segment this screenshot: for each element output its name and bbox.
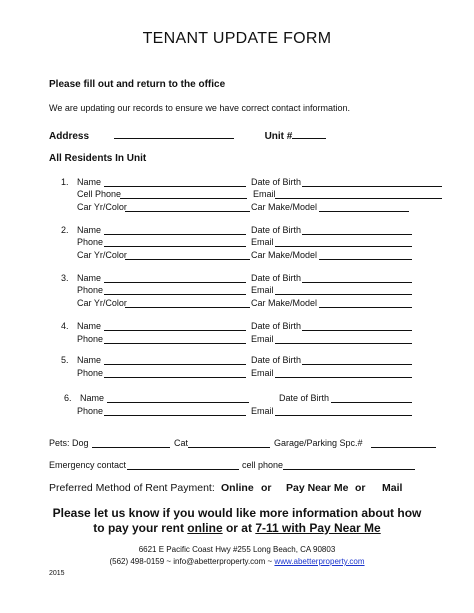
car-label: Car Yr/Color [77,298,127,308]
footer-address: 6621 E Pacific Coast Hwy #255 Long Beach, CA 90803 [138,545,336,554]
phone-label: Phone [77,406,104,416]
pets-dog-label: Pets: Dog [49,438,89,448]
cta-online-link[interactable]: online [187,521,223,535]
dob-label: Date of Birth [251,225,302,235]
name-field[interactable] [104,321,246,331]
resident-2-phone-row [61,237,451,249]
emergency-cell-label: cell phone [242,460,284,470]
address-label: Address [49,131,90,142]
email-field[interactable] [275,189,442,199]
resident-5-phone-row [61,368,451,380]
dob-label: Date of Birth [251,355,302,365]
car-make-label: Car Make/Model [251,250,318,260]
footer-contact-text: (562) 498-0159 ~ info@abetterproperty.com ~ [109,557,275,566]
garage-field[interactable] [371,438,436,448]
car-field[interactable] [125,298,250,308]
year-label: 2015 [49,570,65,577]
resident-5-name-row [61,355,451,367]
instruction-heading: Please fill out and return to the office [49,79,226,90]
footer-contact [0,557,474,566]
phone-label: Phone [77,237,104,247]
car-make-field[interactable] [319,202,409,212]
car-label: Car Yr/Color [77,250,127,260]
name-label: Name [77,177,102,187]
website-link[interactable]: www.abetterproperty.com [274,557,365,566]
resident-6-phone-row [61,406,451,418]
dob-field[interactable] [302,273,412,283]
page-title: TENANT UPDATE FORM [142,30,332,47]
email-field[interactable] [275,334,412,344]
car-label: Car Yr/Color [77,202,127,212]
resident-1-phone-row [61,189,451,201]
emergency-contact-field[interactable] [127,460,239,470]
dob-field[interactable] [302,321,412,331]
dob-label: Date of Birth [251,177,302,187]
resident-3-phone-row [61,285,451,297]
dob-label: Date of Birth [279,393,330,403]
phone-field[interactable] [104,285,246,295]
address-row [49,129,326,142]
pets-cat-label: Cat [174,438,189,448]
emergency-cell-field[interactable] [283,460,415,470]
phone-field[interactable] [104,334,246,344]
resident-2-name-row [61,225,451,237]
email-label: Email [253,189,276,199]
resident-3-car-row [61,298,451,310]
residents-heading: All Residents In Unit [49,153,147,164]
name-field[interactable] [107,393,249,403]
resident-number: 1. [61,177,69,187]
phone-label: Cell Phone [77,189,122,199]
email-label: Email [251,285,274,295]
emergency-contact-label: Emergency contact [49,460,127,470]
phone-field[interactable] [120,189,247,199]
name-label: Name [77,355,102,365]
phone-field[interactable] [104,368,246,378]
cta-line-1: Please let us know if you would like more information about how [52,506,422,520]
name-field[interactable] [104,225,246,235]
phone-label: Phone [77,368,104,378]
dob-field[interactable] [302,355,412,365]
name-label: Name [77,273,102,283]
email-label: Email [251,237,274,247]
resident-number: 3. [61,273,69,283]
resident-4-name-row [61,321,451,333]
dob-field[interactable] [302,177,442,187]
email-field[interactable] [275,368,412,378]
resident-number: 2. [61,225,69,235]
cta-text: or at [222,521,256,535]
intro-text: We are updating our records to ensure we have correct contact information. [49,103,350,113]
pets-row [49,438,449,450]
email-field[interactable] [275,406,412,416]
garage-label: Garage/Parking Spc.# [274,438,363,448]
phone-field[interactable] [104,237,246,247]
unit-label: Unit # [264,131,293,142]
unit-field[interactable] [292,129,326,139]
payment-row [49,482,449,496]
car-make-label: Car Make/Model [251,202,318,212]
resident-4-phone-row [61,334,451,346]
resident-number: 4. [61,321,69,331]
pets-cat-field[interactable] [188,438,270,448]
resident-1-car-row [61,202,451,214]
name-field[interactable] [104,177,246,187]
cta-paynearme-link[interactable]: 7-11 with Pay Near Me [255,521,381,535]
email-field[interactable] [275,285,412,295]
payment-online-option[interactable]: Online [221,482,254,494]
dob-label: Date of Birth [251,273,302,283]
car-field[interactable] [125,202,250,212]
email-field[interactable] [275,237,412,247]
phone-label: Phone [77,285,104,295]
resident-2-car-row [61,250,451,262]
name-label: Name [77,321,102,331]
dob-field[interactable] [302,225,412,235]
name-field[interactable] [104,355,246,365]
name-label: Name [80,393,105,403]
payment-mail-option[interactable]: Mail [382,482,403,494]
cta-line-2 [0,521,474,535]
name-field[interactable] [104,273,246,283]
car-make-field[interactable] [319,298,412,308]
pets-dog-field[interactable] [92,438,170,448]
payment-or-text: or [355,482,366,494]
car-field[interactable] [125,250,250,260]
cta-text: to pay your rent [93,521,188,535]
address-field[interactable] [114,129,234,139]
dob-label: Date of Birth [251,321,302,331]
email-label: Email [251,368,274,378]
name-label: Name [77,225,102,235]
resident-6-name-row [61,393,451,405]
email-label: Email [251,406,274,416]
dob-field[interactable] [331,393,412,403]
phone-field[interactable] [104,406,246,416]
resident-number: 5. [61,355,69,365]
resident-3-name-row [61,273,451,285]
payment-label: Preferred Method of Rent Payment: [49,482,215,494]
phone-label: Phone [77,334,104,344]
email-label: Email [251,334,274,344]
payment-or-text: or [261,482,272,494]
car-make-field[interactable] [319,250,412,260]
payment-paynearme-option[interactable]: Pay Near Me [286,482,349,494]
emergency-row [49,460,449,472]
resident-number: 6. [64,393,72,403]
car-make-label: Car Make/Model [251,298,318,308]
resident-1-name-row [61,177,451,189]
